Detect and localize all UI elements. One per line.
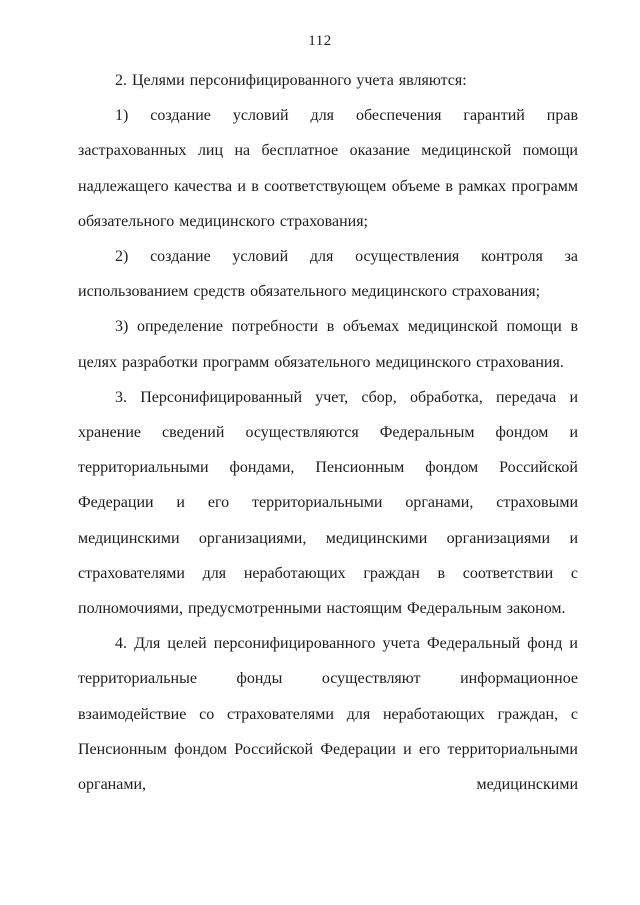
- paragraph-clause-2-intro: 2. Целями персонифицированного учета являются:: [115, 72, 467, 89]
- paragraph-clause-4: 4. Для целей персонифицированного учета Федеральный фонд и территориальные фонды осуществляют информационное взаимодействие со страхователями для неработающих граждан, с Пенсионным фондом Российской Федерации и его территориальными органами, медицинскими: [78, 635, 578, 794]
- paragraph-clause-3: 3. Персонифицированный учет, сбор, обработка, передача и хранение сведений осуществляются Федеральным фондом и территориальными фондами, Пенсионным фондом Российской Федерации и его территориальными органами, страховыми медицинскими организациями, медицинскими организациями и страхователями для неработающих граждан в соответствии с полномочиями, предусмотренными настоящим Федеральным законом.: [78, 388, 578, 618]
- paragraph-subclause-2: 2) создание условий для осуществления контроля за использованием средств обязательного медицинского страхования;: [78, 248, 578, 301]
- paragraph-subclause-1: 1) создание условий для обеспечения гарантий прав застрахованных лиц на бесплатное оказание медицинской помощи надлежащего качества и в соответствующем объеме в рамках программ обязательного медицинского страхования;: [78, 107, 578, 230]
- paragraph-subclause-3: 3) определение потребности в объемах медицинской помощи в целях разработки программ обязательного медицинского страхования.: [78, 318, 578, 371]
- page-number: 112: [308, 33, 332, 49]
- document-body: [78, 63, 578, 802]
